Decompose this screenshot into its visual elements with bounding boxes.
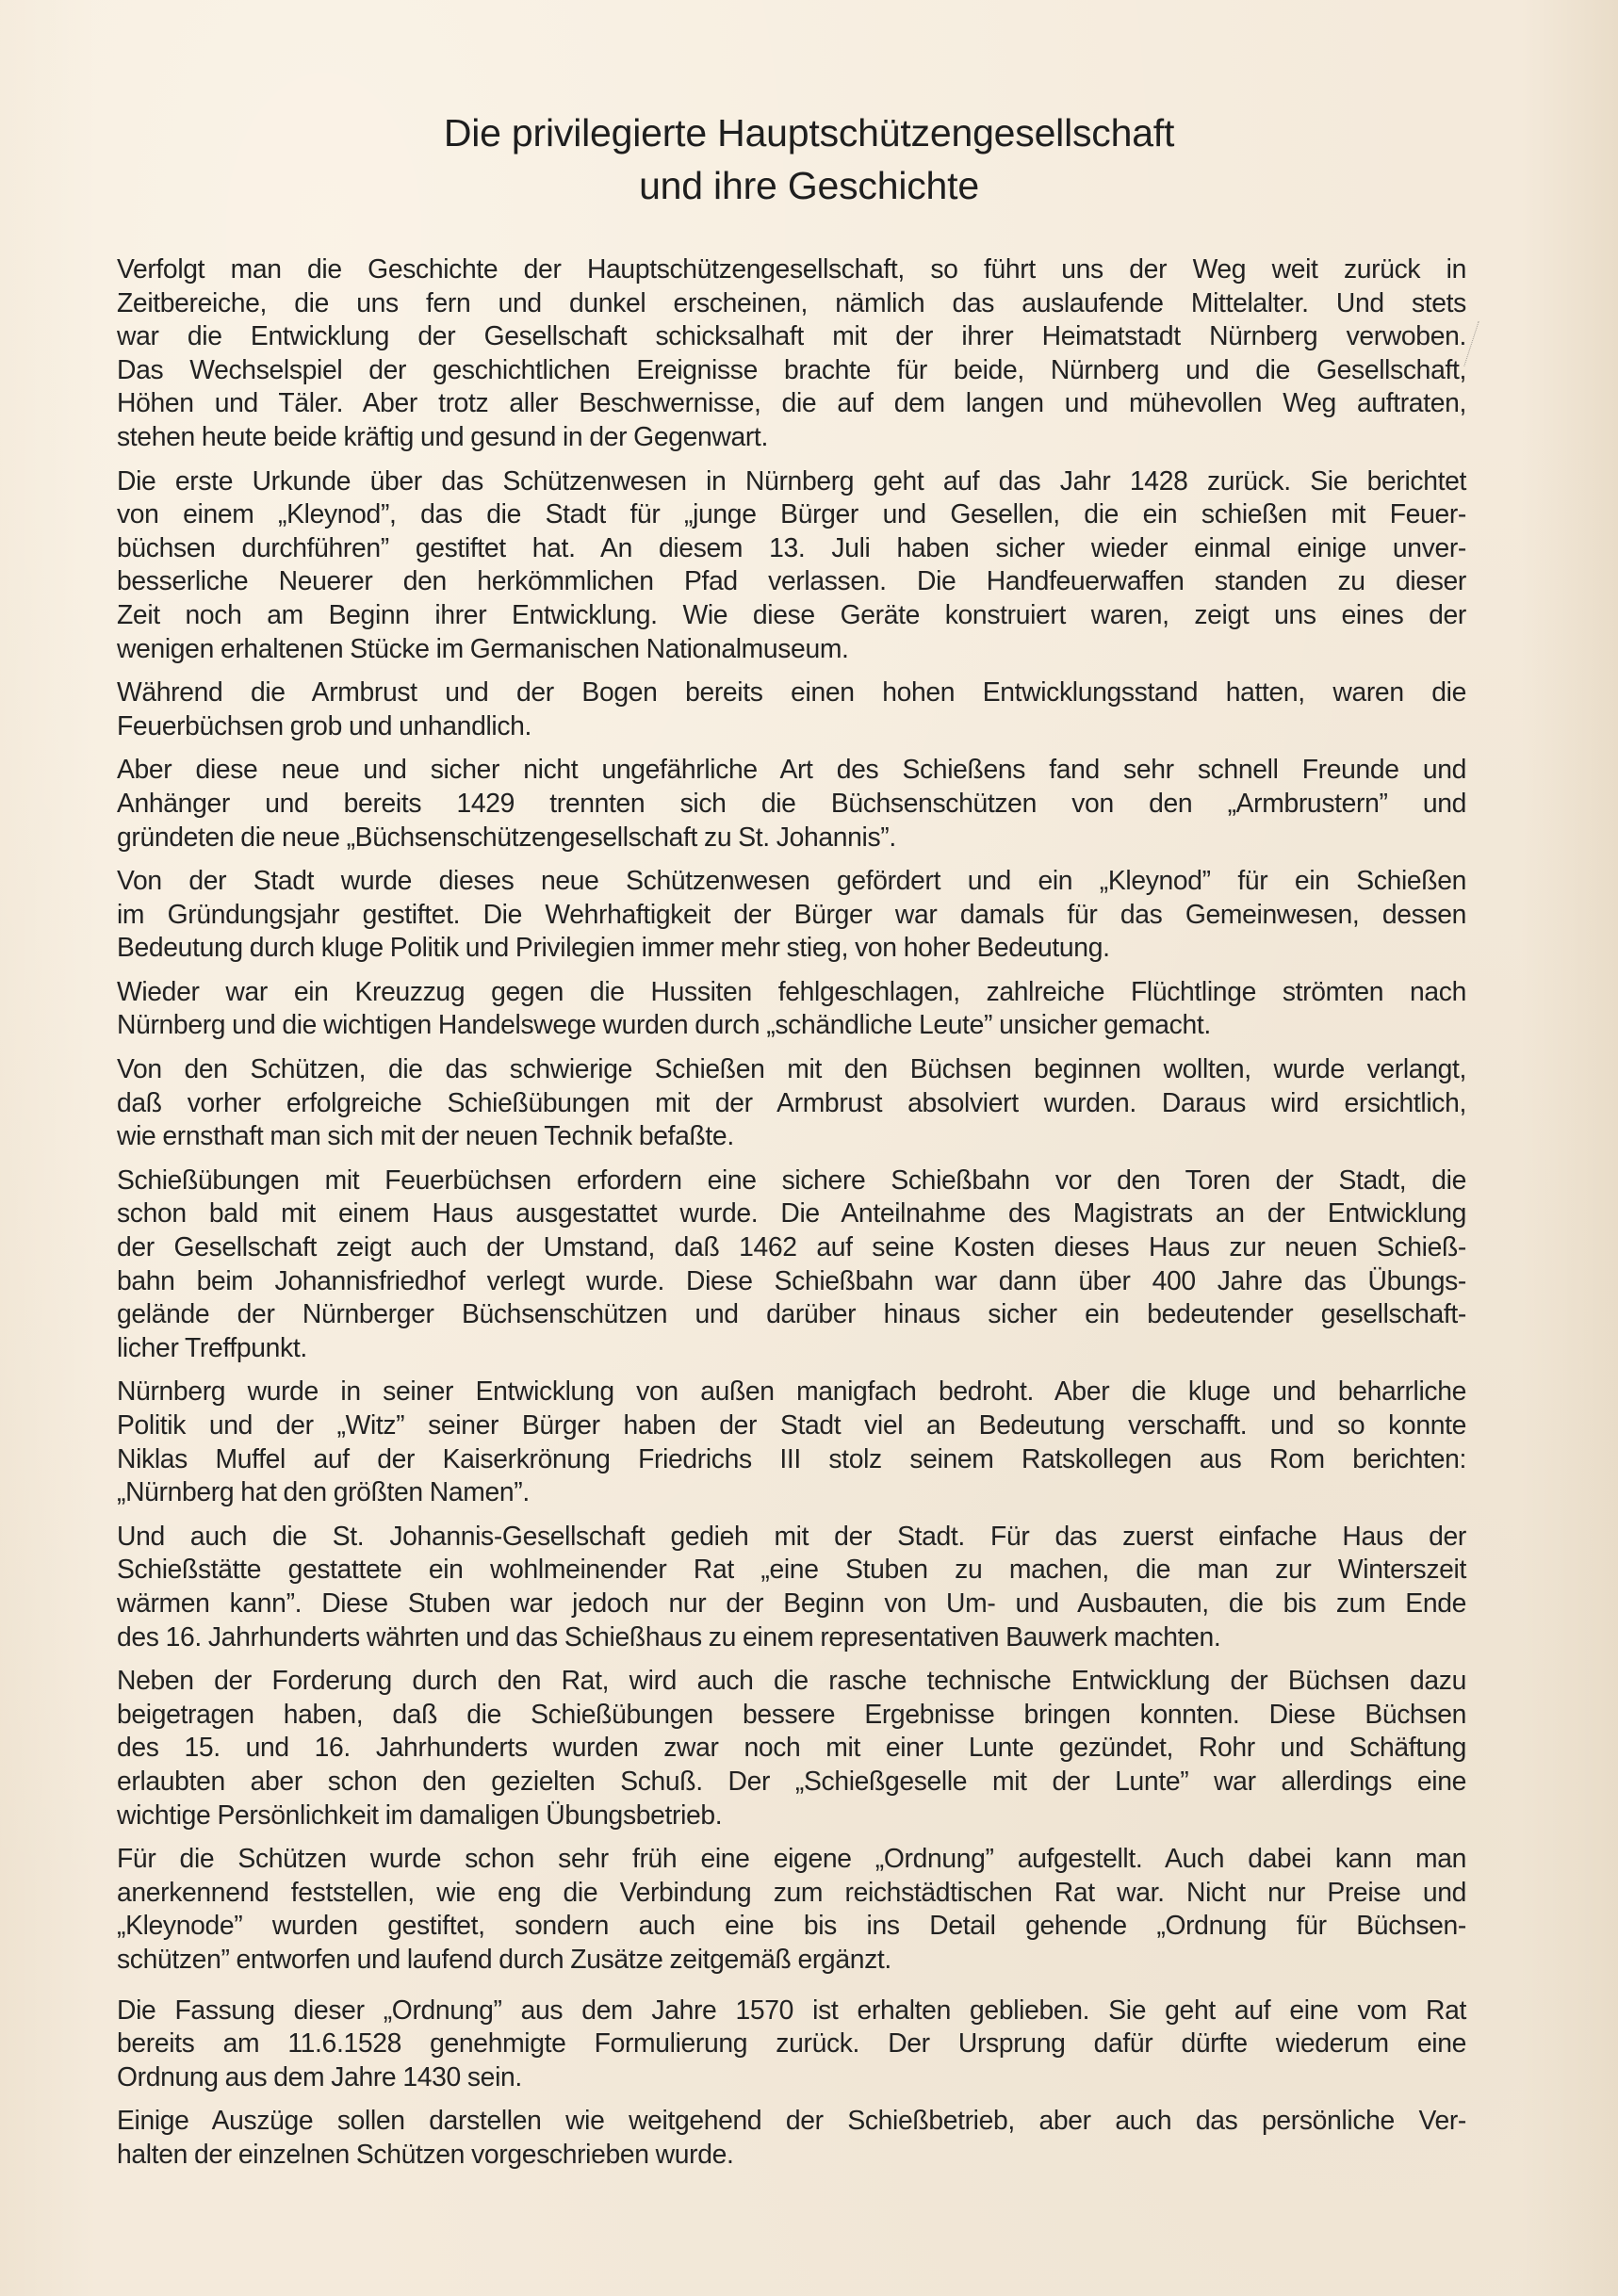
- paragraph-line: Von der Stadt wurde dieses neue Schützenwesen gefördert und ein „Kleynod” für ein Schießen: [117, 865, 1466, 896]
- paragraph: [117, 252, 1466, 454]
- paragraph-line: Nürnberg wurde in seiner Entwicklung von außen manigfach bedroht. Aber die kluge und beharrliche: [117, 1376, 1466, 1407]
- paragraph-line: Bedeutung durch kluge Politik und Privilegien immer mehr stieg, von hoher Bedeutung.: [117, 932, 1110, 963]
- paragraph-line: anerkennend feststellen, wie eng die Verbindung zum reichstädtischen Rat war. Nicht nur Preise und: [117, 1876, 1466, 1907]
- page-title: [0, 106, 1618, 212]
- paragraph-line: Verfolgt man die Geschichte der Hauptschützengesellschaft, so führt uns der Weg weit zurück in: [117, 253, 1466, 284]
- paragraph-line: bereits am 11.6.1528 genehmigte Formulierung zurück. Der Ursprung dafür dürfte wiederum eine: [117, 2027, 1466, 2059]
- paragraph-line: des 16. Jahrhunderts währten und das Schießhaus zu einem representativen Bauwerk machten.: [117, 1620, 1221, 1652]
- paragraph-line: Während die Armbrust und der Bogen bereits einen hohen Entwicklungsstand hatten, waren die: [117, 676, 1466, 708]
- paragraph-line: besserliche Neuerer den herkömmlichen Pfad verlassen. Die Handfeuerwaffen standen zu dieser: [117, 565, 1466, 596]
- paragraph-line: wie ernsthaft man sich mit der neuen Technik befaßte.: [117, 1120, 734, 1151]
- paragraph: [117, 676, 1466, 742]
- title-line-2: und ihre Geschichte: [639, 164, 979, 207]
- paragraph-line: im Gründungsjahr gestiftet. Die Wehrhaftigkeit der Bürger war damals für das Gemeinwesen, dessen: [117, 898, 1466, 929]
- paragraph-line: Politik und der „Witz” seiner Bürger haben der Stadt viel an Bedeutung verschafft. und so konnte: [117, 1409, 1466, 1440]
- paragraph-line: der Gesellschaft zeigt auch der Umstand, daß 1462 auf seine Kosten dieses Haus zur neuen Schieß-: [117, 1231, 1466, 1262]
- paragraph: [117, 1520, 1466, 1653]
- title-line-1: Die privilegierte Hauptschützengesellschaft: [443, 111, 1175, 155]
- article-body: [117, 252, 1466, 2181]
- paragraph: [117, 1375, 1466, 1508]
- paragraph-line: Zeit noch am Beginn ihrer Entwicklung. Wie diese Geräte konstruiert waren, zeigt uns eines der: [117, 598, 1466, 629]
- paragraph-line: Die Fassung dieser „Ordnung” aus dem Jahre 1570 ist erhalten geblieben. Sie geht auf eine vom Rat: [117, 1994, 1466, 2025]
- paragraph-line: Einige Auszüge sollen darstellen wie weitgehend der Schießbetrieb, aber auch das persönliche Ver-: [117, 2105, 1466, 2136]
- paragraph-line: von einem „Kleynod”, das die Stadt für „junge Bürger und Gesellen, die ein schießen mit Feuer-: [117, 498, 1466, 529]
- paragraph-line: Das Wechselspiel der geschichtlichen Ereignisse brachte für beide, Nürnberg und die Gesellschaft,: [117, 353, 1466, 384]
- paragraph-line: schon bald mit einem Haus ausgestattet wurde. Die Anteilnahme des Magistrats an der Entwicklung: [117, 1197, 1466, 1229]
- paragraph-line: Feuerbüchsen grob und unhandlich.: [117, 709, 532, 741]
- paragraph-line: Zeitbereiche, die uns fern und dunkel erscheinen, nämlich das auslaufende Mittelalter. Und stets: [117, 286, 1466, 318]
- paragraph-line: halten der einzelnen Schützen vorgeschrieben wurde.: [117, 2138, 734, 2169]
- paragraph-line: beigetragen haben, daß die Schießübungen bessere Ergebnisse bringen konnten. Diese Büchsen: [117, 1698, 1466, 1729]
- paragraph-line: „Kleynode” wurden gestiftet, sondern auch eine bis ins Detail gehende „Ordnung für Büchsen-: [117, 1910, 1466, 1941]
- paragraph: [117, 1052, 1466, 1153]
- paragraph-line: Anhänger und bereits 1429 trennten sich die Büchsenschützen von den „Armbrustern” und: [117, 787, 1466, 818]
- paragraph-line: wenigen erhaltenen Stücke im Germanischen Nationalmuseum.: [117, 632, 849, 663]
- paragraph-line: wärmen kann”. Diese Stuben war jedoch nur der Beginn von Um- und Ausbauten, die bis zum Ende: [117, 1587, 1466, 1618]
- paragraph-line: „Nürnberg hat den größten Namen”.: [117, 1476, 530, 1507]
- paragraph-line: gründeten die neue „Büchsenschützengesellschaft zu St. Johannis”.: [117, 821, 896, 852]
- paragraph-line: Schießstätte gestattete ein wohlmeinender Rat „eine Stuben zu machen, die man zur Winterszeit: [117, 1554, 1466, 1585]
- paragraph-line: daß vorher erfolgreiche Schießübungen mit der Armbrust absolviert wurden. Daraus wird ersichtlich,: [117, 1086, 1466, 1117]
- paragraph-line: gelände der Nürnberger Büchsenschützen und darüber hinaus sicher ein bedeutender gesellschaft-: [117, 1298, 1466, 1329]
- paragraph-line: bahn beim Johannisfriedhof verlegt wurde. Diese Schießbahn war dann über 400 Jahre das Übungs-: [117, 1264, 1466, 1295]
- paragraph-line: wichtige Persönlichkeit im damaligen Übungsbetrieb.: [117, 1799, 723, 1830]
- paragraph-line: Und auch die St. Johannis-Gesellschaft gedieh mit der Stadt. Für das zuerst einfache Haus der: [117, 1520, 1466, 1551]
- paragraph-line: des 15. und 16. Jahrhunderts wurden zwar noch mit einer Lunte gezündet, Rohr und Schäftung: [117, 1732, 1466, 1763]
- paragraph: [117, 1164, 1466, 1365]
- paragraph-line: Schießübungen mit Feuerbüchsen erfordern eine sichere Schießbahn vor den Toren der Stadt, die: [117, 1164, 1466, 1195]
- paragraph-line: Ordnung aus dem Jahre 1430 sein.: [117, 2060, 522, 2092]
- paragraph-line: Niklas Muffel auf der Kaiserkrönung Friedrichs III stolz seinem Ratskollegen aus Rom berichten:: [117, 1442, 1466, 1474]
- paragraph: [117, 1994, 1466, 2094]
- paragraph-line: Für die Schützen wurde schon sehr früh eine eigene „Ordnung” aufgestellt. Auch dabei kann man: [117, 1843, 1466, 1874]
- paragraph: [117, 753, 1466, 854]
- paragraph: [117, 2104, 1466, 2171]
- paragraph-line: erlaubten aber schon den gezielten Schuß. Der „Schießgeselle mit der Lunte” war allerdings eine: [117, 1765, 1466, 1796]
- paragraph-line: Wieder war ein Kreuzzug gegen die Hussiten fehlgeschlagen, zahlreiche Flüchtlinge strömten nach: [117, 975, 1466, 1006]
- paragraph-line: Neben der Forderung durch den Rat, wird auch die rasche technische Entwicklung der Büchsen dazu: [117, 1665, 1466, 1696]
- paragraph: [117, 1842, 1466, 1976]
- paragraph: [117, 864, 1466, 965]
- paragraph-line: Nürnberg und die wichtigen Handelswege wurden durch „schändliche Leute” unsicher gemacht.: [117, 1009, 1211, 1040]
- paragraph-line: Von den Schützen, die das schwierige Schießen mit den Büchsen beginnen wollten, wurde verlangt,: [117, 1053, 1466, 1084]
- paragraph-line: Die erste Urkunde über das Schützenwesen in Nürnberg geht auf das Jahr 1428 zurück. Sie berichtet: [117, 464, 1466, 496]
- paragraph-line: war die Entwicklung der Gesellschaft schicksalhaft mit der ihrer Heimatstadt Nürnberg verwoben.: [117, 320, 1466, 351]
- paragraph-line: Höhen und Täler. Aber trotz aller Beschwernisse, die auf dem langen und mühevollen Weg auftraten,: [117, 387, 1466, 418]
- paragraph: [117, 464, 1466, 666]
- paragraph-line: schützen” entworfen und laufend durch Zusätze zeitgemäß ergänzt.: [117, 1943, 891, 1974]
- paragraph: [117, 975, 1466, 1042]
- paragraph-line: Aber diese neue und sicher nicht ungefährliche Art des Schießens fand sehr schnell Freunde und: [117, 754, 1466, 785]
- paragraph-line: licher Treffpunkt.: [117, 1331, 307, 1362]
- paragraph-line: stehen heute beide kräftig und gesund in der Gegenwart.: [117, 420, 768, 451]
- paragraph-line: büchsen durchführen” gestiftet hat. An diesem 13. Juli haben sicher wieder einmal einige unver-: [117, 531, 1466, 562]
- paragraph: [117, 1664, 1466, 1832]
